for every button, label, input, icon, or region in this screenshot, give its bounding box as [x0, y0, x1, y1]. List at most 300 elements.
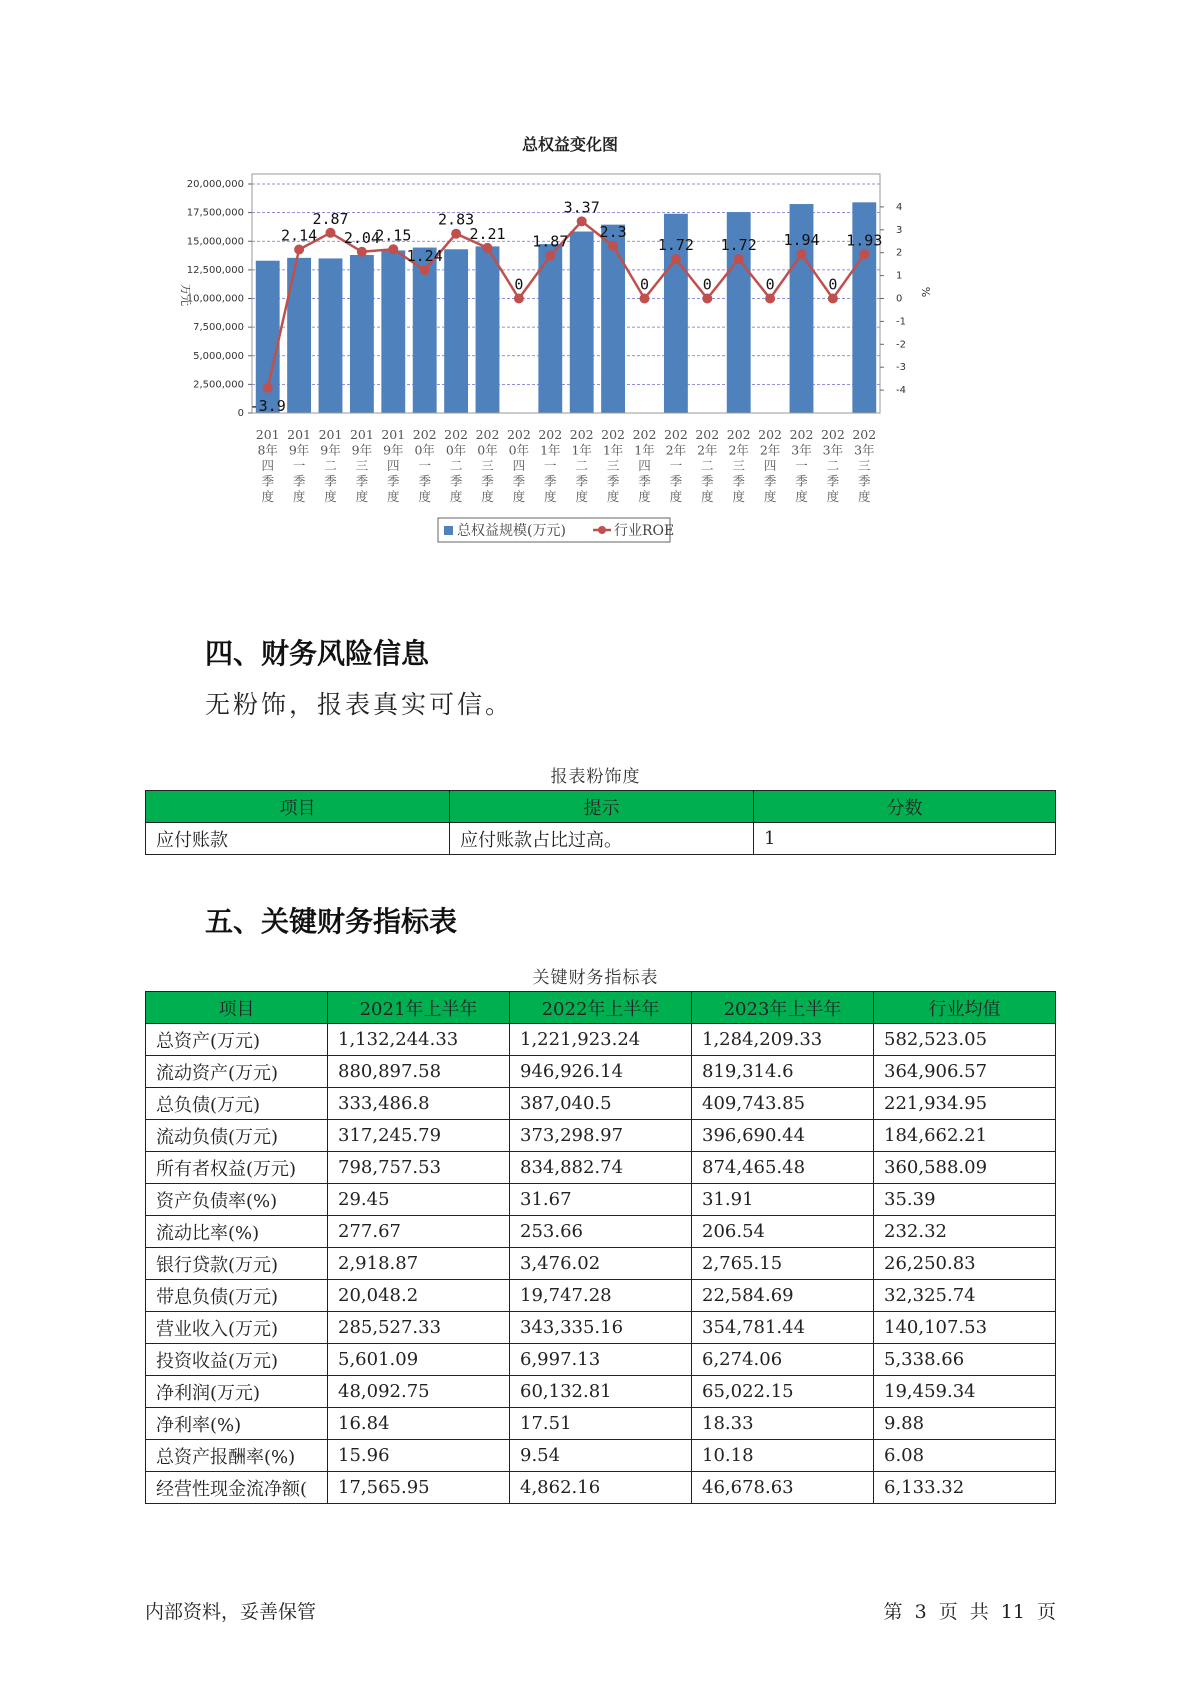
x-tick-label-line: 0年	[414, 442, 435, 458]
x-tick-label-line: 季	[701, 473, 714, 489]
table-cell: 应付账款	[146, 823, 450, 855]
x-tick-label-line: 二	[449, 458, 463, 473]
table-cell: 48,092.75	[328, 1376, 510, 1408]
x-tick-label-line: 度	[575, 489, 588, 504]
table-row	[146, 1184, 1056, 1216]
equity-bar	[381, 250, 405, 413]
equity-bar	[350, 255, 374, 413]
left-tick-label: 2,500,000	[193, 379, 244, 391]
left-tick-label: 0	[237, 408, 244, 419]
roe-point	[420, 265, 430, 275]
table-cell: 资产负债率(%)	[146, 1184, 328, 1216]
table-cell: 232.32	[874, 1216, 1056, 1248]
chart-title: 总权益变化图	[521, 135, 619, 154]
section5-heading: 五、关键财务指标表	[205, 905, 458, 938]
table-cell: 221,934.95	[874, 1088, 1056, 1120]
x-tick-label-line: 季	[606, 473, 620, 489]
table-cell: 65,022.15	[692, 1376, 874, 1408]
chart-legend	[438, 518, 674, 542]
roe-data-label: 0	[702, 275, 712, 294]
table-cell: 277.67	[328, 1216, 510, 1248]
x-tick-label	[570, 427, 594, 504]
risk-table-header	[146, 791, 1056, 823]
footer-confidential: 内部资料，妥善保管	[145, 1601, 317, 1623]
x-tick-label-line: 202	[506, 427, 531, 442]
roe-point	[859, 249, 869, 259]
risk-table-caption: 报表粉饰度	[550, 767, 641, 787]
legend-bar-label: 总权益规模(万元)	[457, 523, 566, 539]
x-tick-label-line: 季	[638, 473, 651, 489]
x-tick-label	[381, 427, 405, 504]
table-cell: 333,486.8	[328, 1088, 510, 1120]
x-tick-label-line: 一	[544, 458, 557, 473]
table-cell: 206.54	[692, 1216, 874, 1248]
table-cell: 1,221,923.24	[510, 1024, 692, 1056]
x-tick-label-line: 一	[292, 458, 306, 473]
footer-page-number: 第 3 页 共 11 页	[883, 1601, 1056, 1623]
table-cell: 22,584.69	[692, 1280, 874, 1312]
equity-bar	[444, 249, 468, 413]
x-tick-label-line: 2年	[728, 442, 749, 458]
table-cell: 360,588.09	[874, 1152, 1056, 1184]
x-tick-label-line: 度	[858, 489, 871, 504]
right-tick-label: 4	[896, 201, 903, 213]
table-cell: 2,765.15	[692, 1248, 874, 1280]
x-tick-label-line: 二	[826, 458, 840, 473]
x-tick-label-line: 1年	[540, 442, 561, 458]
table-row	[146, 1376, 1056, 1408]
left-tick-label: 5,000,000	[193, 350, 244, 362]
roe-point	[514, 294, 524, 304]
table-cell: 9.88	[874, 1408, 1056, 1440]
table-cell: 16.84	[328, 1408, 510, 1440]
x-tick-label-line: 度	[418, 489, 431, 504]
table-cell: 354,781.44	[692, 1312, 874, 1344]
table-cell: 流动比率(%)	[146, 1216, 328, 1248]
x-tick-label	[256, 427, 280, 504]
x-tick-label-line: 四	[763, 458, 777, 473]
x-tick-label-line: 度	[481, 489, 494, 504]
x-tick-label-line: 四	[638, 458, 651, 473]
table-cell: 582,523.05	[874, 1024, 1056, 1056]
right-axis-label: %	[919, 286, 932, 298]
roe-data-label: 2.3	[599, 222, 627, 241]
equity-bar	[538, 244, 562, 413]
x-tick-label-line: 3年	[822, 442, 844, 458]
table-cell: 投资收益(万元)	[146, 1344, 328, 1376]
x-tick-label-line: 二	[324, 458, 337, 473]
left-tick-label: 10,000,000	[186, 293, 244, 305]
x-tick-label-line: 0年	[477, 442, 498, 458]
x-tick-label-line: 三	[858, 458, 871, 473]
table-cell: 总资产(万元)	[146, 1024, 328, 1056]
table-cell: 6.08	[874, 1440, 1056, 1472]
section4-text: 无粉饰，报表真实可信。	[205, 690, 514, 719]
roe-data-label: 1.24	[406, 247, 443, 266]
table-row	[146, 1216, 1056, 1248]
x-tick-label	[601, 427, 625, 504]
table-cell: 1,132,244.33	[328, 1024, 510, 1056]
right-tick-label: 3	[896, 224, 903, 236]
x-tick-label-line: 季	[732, 473, 745, 489]
table-cell: 带息负债(万元)	[146, 1280, 328, 1312]
x-tick-label	[350, 427, 374, 504]
table-cell: 946,926.14	[510, 1056, 692, 1088]
table-cell: 9.54	[510, 1440, 692, 1472]
table-cell: 流动资产(万元)	[146, 1056, 328, 1088]
roe-data-label: 2.87	[312, 209, 349, 228]
x-tick-label-line: 季	[261, 473, 274, 489]
table-cell: 1	[754, 823, 1056, 855]
roe-point	[765, 294, 775, 304]
x-tick-label-line: 度	[638, 489, 651, 504]
table-cell: 流动负债(万元)	[146, 1120, 328, 1152]
table-cell: 3,476.02	[510, 1248, 692, 1280]
table-cell: 46,678.63	[692, 1472, 874, 1504]
table-cell: 184,662.21	[874, 1120, 1056, 1152]
x-tick-label-line: 一	[418, 458, 431, 473]
roe-point	[483, 243, 493, 253]
x-tick-label-line: 度	[512, 489, 526, 504]
table-cell: 4,862.16	[510, 1472, 692, 1504]
right-tick-label: 2	[896, 247, 903, 259]
right-tick-label: -4	[896, 385, 906, 397]
x-tick-label-line: 201	[381, 427, 406, 442]
x-tick-label-line: 季	[292, 473, 306, 489]
x-tick-label-line: 202	[569, 427, 594, 442]
table-row	[146, 823, 1056, 855]
roe-data-label: 2.04	[343, 228, 380, 247]
x-tick-label-line: 度	[292, 489, 306, 504]
indicator-table-header-cell: 2022年上半年	[510, 992, 692, 1024]
x-tick-label-line: 季	[449, 473, 463, 489]
x-tick-label-line: 季	[826, 473, 840, 489]
table-row	[146, 1408, 1056, 1440]
table-cell: 253.66	[510, 1216, 692, 1248]
table-cell: 140,107.53	[874, 1312, 1056, 1344]
indicator-table-header-cell: 2021年上半年	[328, 992, 510, 1024]
roe-point	[357, 247, 367, 257]
right-tick-label: -1	[896, 316, 906, 328]
x-tick-label-line: 度	[387, 489, 400, 504]
table-cell: 经营性现金流净额(	[146, 1472, 328, 1504]
equity-bar	[599, 222, 627, 413]
x-tick-label-line: 202	[758, 427, 783, 442]
table-cell: 1,284,209.33	[692, 1024, 874, 1056]
x-tick-label-line: 8年	[257, 442, 278, 458]
roe-point	[640, 294, 650, 304]
roe-point	[702, 294, 712, 304]
roe-data-label: 0	[828, 275, 838, 294]
x-tick-label-line: 202	[538, 427, 563, 442]
x-tick-label	[790, 427, 814, 504]
table-cell: 26,250.83	[874, 1248, 1056, 1280]
table-row	[146, 1312, 1056, 1344]
roe-data-label: 0	[765, 275, 775, 294]
table-cell: 19,459.34	[874, 1376, 1056, 1408]
x-tick-label-line: 9年	[320, 442, 341, 458]
left-tick-label: 17,500,000	[186, 207, 244, 219]
roe-data-label: 0	[639, 275, 650, 294]
x-tick-label-line: 季	[544, 473, 557, 489]
legend-line-marker	[598, 526, 606, 534]
x-tick-label-line: 0年	[508, 442, 530, 458]
table-row	[146, 1120, 1056, 1152]
table-cell: 5,601.09	[328, 1344, 510, 1376]
x-tick-label-line: 度	[795, 489, 808, 504]
x-tick-label-line: 季	[324, 473, 337, 489]
x-tick-label	[758, 427, 782, 504]
table-cell: 409,743.85	[692, 1088, 874, 1120]
x-tick-label-line: 202	[444, 427, 469, 442]
x-tick-label-line: 202	[726, 427, 751, 442]
x-tick-label-line: 三	[732, 458, 745, 473]
roe-point	[577, 216, 587, 226]
roe-point	[263, 383, 273, 393]
table-cell: 银行贷款(万元)	[146, 1248, 328, 1280]
x-tick-label-line: 四	[512, 458, 526, 473]
left-tick-label: 7,500,000	[193, 322, 244, 334]
x-tick-label-line: 202	[663, 427, 688, 442]
table-cell: 396,690.44	[692, 1120, 874, 1152]
table-cell: 6,133.32	[874, 1472, 1056, 1504]
x-tick-label-line: 季	[481, 473, 494, 489]
equity-change-chart	[170, 135, 960, 595]
indicator-table	[145, 991, 1056, 1504]
table-row	[146, 1088, 1056, 1120]
x-tick-label-line: 度	[261, 489, 274, 504]
x-tick-label-line: 202	[601, 427, 626, 442]
right-tick-label: 0	[896, 293, 903, 305]
table-cell: 31.91	[692, 1184, 874, 1216]
x-tick-label-line: 3年	[854, 442, 875, 458]
table-cell: 343,335.16	[510, 1312, 692, 1344]
roe-data-label: 1.72	[720, 236, 757, 255]
x-tick-label	[287, 427, 311, 504]
table-cell: 834,882.74	[510, 1152, 692, 1184]
table-cell: 15.96	[328, 1440, 510, 1472]
indicator-table-header	[146, 992, 1056, 1024]
x-tick-label-line: 2年	[665, 442, 687, 458]
x-tick-label-line: 季	[669, 473, 683, 489]
roe-data-label: 2.83	[438, 210, 475, 229]
x-tick-label-line: 度	[544, 489, 557, 504]
table-row	[146, 1440, 1056, 1472]
x-tick-label-line: 201	[318, 427, 343, 442]
x-tick-label-line: 9年	[288, 442, 310, 458]
table-cell: 29.45	[328, 1184, 510, 1216]
table-cell: 819,314.6	[692, 1056, 874, 1088]
roe-data-label: 2.14	[281, 226, 318, 245]
x-tick-label-line: 202	[820, 427, 845, 442]
table-cell: 净利润(万元)	[146, 1376, 328, 1408]
table-cell: 285,527.33	[328, 1312, 510, 1344]
table-cell: 20,048.2	[328, 1280, 510, 1312]
x-tick-label-line: 3年	[791, 442, 812, 458]
table-cell: 32,325.74	[874, 1280, 1056, 1312]
x-tick-label-line: 季	[858, 473, 871, 489]
roe-point	[797, 249, 807, 259]
x-tick-label-line: 度	[732, 489, 745, 504]
roe-point	[734, 254, 744, 264]
table-cell: 营业收入(万元)	[146, 1312, 328, 1344]
x-tick-label-line: 二	[701, 458, 714, 473]
x-tick-label-line: 一	[795, 458, 808, 473]
x-tick-label-line: 201	[349, 427, 374, 442]
roe-data-label: 2.15	[375, 226, 412, 245]
x-tick-label	[319, 427, 343, 504]
table-cell: 18.33	[692, 1408, 874, 1440]
right-tick-label: -3	[896, 362, 906, 374]
roe-point	[294, 244, 304, 254]
table-cell: 798,757.53	[328, 1152, 510, 1184]
roe-point	[326, 228, 336, 238]
x-tick-label-line: 四	[387, 458, 400, 473]
x-tick-label-line: 9年	[383, 442, 404, 458]
x-tick-label-line: 季	[355, 473, 369, 489]
x-tick-label-line: 202	[412, 427, 437, 442]
roe-data-label: 1.72	[657, 236, 694, 255]
x-tick-label-line: 度	[669, 489, 683, 504]
risk-table	[145, 790, 1056, 855]
x-tick-label-line: 0年	[445, 442, 467, 458]
x-tick-label	[538, 427, 562, 504]
x-tick-label-line: 度	[355, 489, 369, 504]
roe-data-label: 1.93	[846, 231, 883, 250]
table-row	[146, 1024, 1056, 1056]
roe-point	[608, 241, 618, 251]
table-cell: 净利率(%)	[146, 1408, 328, 1440]
roe-data-label: 0	[514, 275, 524, 294]
roe-point	[388, 244, 398, 254]
left-axis-label: 万元	[179, 284, 192, 306]
x-tick-label-line: 度	[826, 489, 840, 504]
x-tick-label-line: 四	[261, 458, 274, 473]
table-cell: 应付账款占比过高。	[450, 823, 754, 855]
table-cell: 19,747.28	[510, 1280, 692, 1312]
table-row	[146, 1280, 1056, 1312]
risk-table-header-cell: 分数	[754, 791, 1056, 823]
x-tick-label-line: 202	[475, 427, 500, 442]
roe-data-label: -3.9	[249, 396, 286, 415]
roe-point	[671, 254, 681, 264]
table-cell: 总负债(万元)	[146, 1088, 328, 1120]
left-tick-label: 15,000,000	[186, 236, 244, 248]
equity-bar	[570, 232, 594, 413]
table-row	[146, 1248, 1056, 1280]
x-tick-label-line: 2年	[697, 442, 718, 458]
x-tick-label	[444, 427, 468, 504]
x-tick-label-line: 季	[795, 473, 808, 489]
left-tick-label: 12,500,000	[186, 264, 244, 276]
table-cell: 10.18	[692, 1440, 874, 1472]
table-row	[146, 1472, 1056, 1504]
risk-table-header-cell: 提示	[450, 791, 754, 823]
table-cell: 17,565.95	[328, 1472, 510, 1504]
x-tick-label-line: 202	[852, 427, 877, 442]
equity-bar	[476, 246, 500, 413]
x-tick-label	[852, 427, 876, 504]
equity-bar	[319, 258, 343, 413]
x-tick-label-line: 季	[763, 473, 777, 489]
x-tick-label-line: 一	[669, 458, 683, 473]
x-tick-label-line: 季	[575, 473, 588, 489]
x-tick-label-line: 三	[355, 458, 369, 473]
x-tick-label-line: 季	[512, 473, 526, 489]
table-row	[146, 1056, 1056, 1088]
indicator-table-caption: 关键财务指标表	[532, 968, 659, 988]
table-cell: 317,245.79	[328, 1120, 510, 1152]
legend-bar-swatch	[444, 526, 453, 535]
x-tick-label	[633, 427, 657, 504]
roe-data-labels	[250, 198, 883, 414]
x-tick-label-line: 201	[255, 427, 280, 442]
table-cell: 6,997.13	[510, 1344, 692, 1376]
table-cell: 373,298.97	[510, 1120, 692, 1152]
indicator-table-header-cell: 行业均值	[874, 992, 1056, 1024]
left-tick-label: 20,000,000	[186, 179, 244, 190]
roe-point	[451, 229, 461, 239]
x-tick-label-line: 二	[575, 458, 588, 473]
right-tick-label: -2	[896, 339, 906, 351]
table-cell: 880,897.58	[328, 1056, 510, 1088]
indicator-table-header-cell: 2023年上半年	[692, 992, 874, 1024]
x-tick-label-line: 季	[418, 473, 431, 489]
x-tick-label	[727, 427, 751, 504]
x-tick-label	[476, 427, 500, 504]
x-tick-label-line: 度	[324, 489, 337, 504]
table-cell: 364,906.57	[874, 1056, 1056, 1088]
x-tick-label	[664, 427, 688, 504]
x-tick-label-line: 202	[789, 427, 814, 442]
table-cell: 387,040.5	[510, 1088, 692, 1120]
x-tick-label-line: 202	[695, 427, 720, 442]
table-cell: 60,132.81	[510, 1376, 692, 1408]
table-cell: 31.67	[510, 1184, 692, 1216]
x-tick-label-line: 201	[287, 427, 312, 442]
roe-point	[545, 251, 555, 261]
risk-table-header-cell: 项目	[146, 791, 450, 823]
table-cell: 2,918.87	[328, 1248, 510, 1280]
x-tick-label-line: 1年	[571, 442, 592, 458]
x-tick-label-line: 三	[606, 458, 620, 473]
x-tick-label	[413, 427, 437, 504]
x-tick-label-line: 度	[449, 489, 463, 504]
x-axis-tick-labels	[256, 427, 876, 504]
x-tick-label-line: 2年	[759, 442, 781, 458]
x-tick-label	[695, 427, 719, 504]
table-cell: 874,465.48	[692, 1152, 874, 1184]
x-tick-label-line: 三	[481, 458, 494, 473]
x-tick-label-line: 度	[701, 489, 714, 504]
table-cell: 5,338.66	[874, 1344, 1056, 1376]
table-cell: 6,274.06	[692, 1344, 874, 1376]
legend-line-label: 行业ROE	[614, 523, 675, 539]
indicator-table-header-cell: 项目	[146, 992, 328, 1024]
roe-data-label: 2.21	[469, 224, 506, 243]
roe-data-label: 1.94	[783, 231, 820, 250]
table-row	[146, 1152, 1056, 1184]
x-tick-label	[821, 427, 845, 504]
table-cell: 所有者权益(万元)	[146, 1152, 328, 1184]
table-cell: 总资产报酬率(%)	[146, 1440, 328, 1472]
table-cell: 35.39	[874, 1184, 1056, 1216]
x-tick-label-line: 202	[632, 427, 657, 442]
x-tick-label-line: 1年	[634, 442, 655, 458]
x-tick-label	[507, 427, 531, 504]
section4-heading: 四、财务风险信息	[205, 637, 430, 670]
table-row	[146, 1344, 1056, 1376]
